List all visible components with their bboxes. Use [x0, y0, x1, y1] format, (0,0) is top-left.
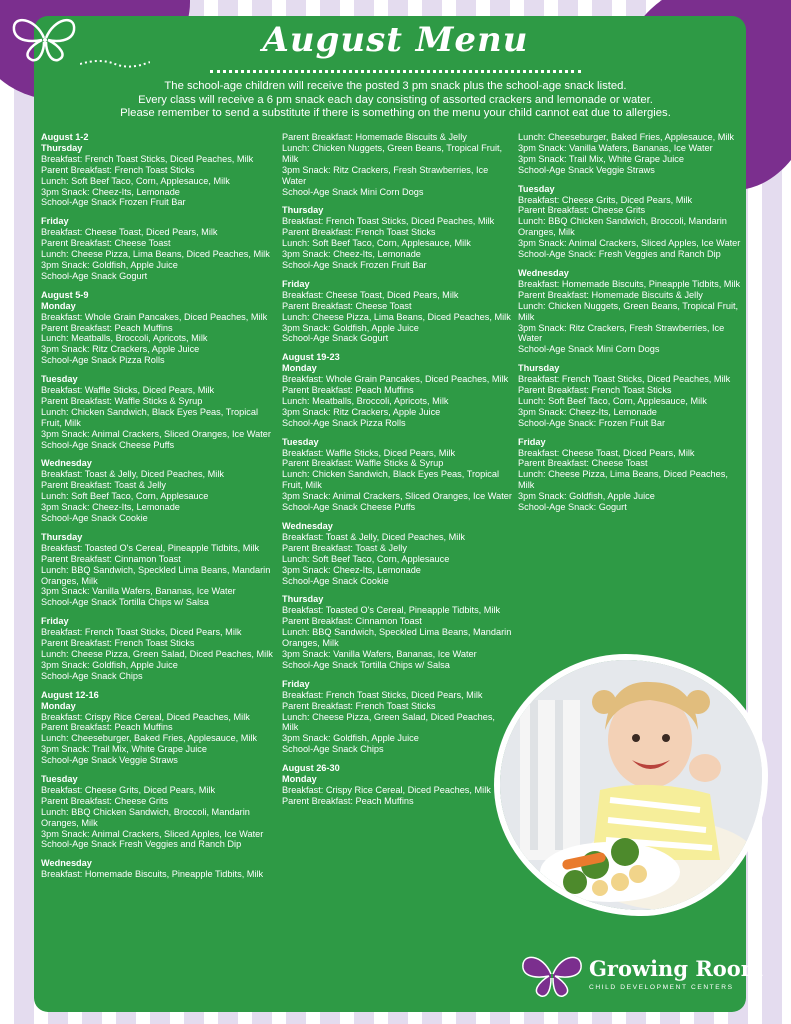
menu-day: [41, 132, 273, 208]
menu-day: [282, 594, 512, 670]
menu-item: Breakfast: Toast & Jelly, Diced Peaches, Milk: [41, 469, 224, 480]
menu-item: Lunch: Cheese Pizza, Lima Beans, Diced Peaches, Milk: [518, 469, 728, 491]
menu-item: Lunch: Cheeseburger, Baked Fries, Applesauce, Milk: [41, 733, 258, 744]
menu-item: Parent Breakfast: Peach Muffins: [282, 795, 414, 806]
menu-day-heading: Monday: [41, 300, 76, 311]
menu-item: Lunch: Chicken Sandwich, Black Eyes Peas, Tropical Fruit, Milk: [282, 469, 500, 491]
menu-item: School-Age Snack Veggie Straws: [518, 164, 655, 175]
menu-item: Parent Breakfast: Homemade Biscuits & Jelly: [282, 132, 467, 142]
menu-item: Breakfast: Cheese Grits, Diced Pears, Milk: [41, 784, 216, 795]
menu-item: Breakfast: Crispy Rice Cereal, Diced Peaches, Milk: [282, 784, 491, 795]
menu-day: [518, 132, 743, 176]
menu-item: Breakfast: French Toast Sticks, Diced Pears, Milk: [282, 689, 483, 700]
menu-item: 3pm Snack: Ritz Crackers, Apple Juice: [282, 406, 441, 417]
menu-item: Lunch: Cheese Pizza, Lima Beans, Diced Peaches, Milk: [282, 311, 511, 322]
menu-item: 3pm Snack: Animal Crackers, Sliced Oranges, Ice Water: [282, 491, 512, 502]
menu-day: [41, 774, 273, 850]
menu-item: Breakfast: Toasted O's Cereal, Pineapple Tidbits, Milk: [41, 542, 260, 553]
page-title: August Menu: [262, 20, 529, 60]
menu-item: Parent Breakfast: Homemade Biscuits & Jelly: [518, 289, 703, 300]
menu-item: School-Age Snack: Gogurt: [518, 502, 627, 513]
menu-item: School-Age Snack: Frozen Fruit Bar: [518, 417, 666, 428]
menu-item: Lunch: Cheese Pizza, Lima Beans, Diced Peaches, Milk: [41, 249, 270, 260]
menu-item: School-Age Snack Chips: [41, 670, 143, 681]
menu-column-3: [518, 132, 743, 521]
menu-item: Lunch: Cheese Pizza, Green Salad, Diced Peaches, Milk: [41, 648, 273, 659]
menu-item: Breakfast: Toasted O's Cereal, Pineapple Tidbits, Milk: [282, 605, 501, 616]
menu-day-heading: Friday: [41, 216, 69, 227]
menu-item: 3pm Snack: Goldfish, Apple Juice: [282, 733, 419, 744]
menu-item: Parent Breakfast: Cinnamon Toast: [41, 553, 181, 564]
menu-day: [282, 132, 512, 197]
menu-item: Breakfast: Cheese Toast, Diced Pears, Milk: [282, 289, 459, 300]
menu-item: 3pm Snack: Cheez-Its, Lemonade: [282, 564, 421, 575]
title-divider: [210, 70, 581, 73]
menu-day: [41, 690, 273, 766]
menu-item: Breakfast: Cheese Toast, Diced Pears, Milk: [41, 227, 218, 238]
menu-day: [41, 374, 273, 450]
menu-day-heading: Tuesday: [41, 374, 78, 385]
menu-item: Lunch: Chicken Nuggets, Green Beans, Tropical Fruit, Milk: [282, 142, 503, 164]
menu-item: 3pm Snack: Vanilla Wafers, Bananas, Ice Water: [282, 648, 477, 659]
menu-item: Parent Breakfast: Cheese Grits: [518, 205, 646, 216]
intro-line: Every class will receive a 6 pm snack each day consisting of assorted crackers and lemonade or water.: [138, 93, 653, 106]
menu-item: Parent Breakfast: Toast & Jelly: [41, 480, 166, 491]
menu-item: Parent Breakfast: Cheese Toast: [518, 458, 648, 469]
menu-item: Parent Breakfast: French Toast Sticks: [41, 638, 195, 649]
menu-item: Parent Breakfast: Waffle Sticks & Syrup: [282, 458, 444, 469]
menu-item: School-Age Snack Frozen Fruit Bar: [41, 197, 186, 208]
menu-day: [282, 679, 512, 755]
logo-tagline: CHILD DEVELOPMENT CENTERS: [589, 984, 734, 991]
menu-day-heading: Friday: [518, 436, 546, 447]
menu-item: School-Age Snack Tortilla Chips w/ Salsa: [282, 659, 450, 670]
menu-item: Parent Breakfast: French Toast Sticks: [518, 385, 672, 396]
menu-item: 3pm Snack: Trail Mix, White Grape Juice: [518, 153, 684, 164]
menu-item: 3pm Snack: Goldfish, Apple Juice: [282, 322, 419, 333]
menu-item: Lunch: BBQ Chicken Sandwich, Broccoli, Mandarin Oranges, Milk: [518, 216, 727, 238]
menu-item: Breakfast: Whole Grain Pancakes, Diced Peaches, Milk: [282, 374, 509, 385]
menu-item: Breakfast: Whole Grain Pancakes, Diced Peaches, Milk: [41, 311, 268, 322]
menu-item: School-Age Snack Frozen Fruit Bar: [282, 259, 427, 270]
menu-item: Parent Breakfast: Toast & Jelly: [282, 542, 407, 553]
menu-item: 3pm Snack: Vanilla Wafers, Bananas, Ice Water: [518, 142, 713, 153]
menu-item: Breakfast: French Toast Sticks, Diced Peaches, Milk: [282, 216, 495, 227]
growing-room-logo: [517, 950, 764, 1000]
menu-item: 3pm Snack: Animal Crackers, Sliced Apples, Ice Water: [518, 238, 741, 249]
menu-item: Parent Breakfast: Cheese Grits: [41, 795, 169, 806]
menu-item: Parent Breakfast: French Toast Sticks: [282, 227, 436, 238]
menu-day-heading: Friday: [282, 278, 310, 289]
menu-item: School-Age Snack Pizza Rolls: [282, 417, 406, 428]
menu-day: [282, 763, 512, 807]
menu-day-heading: Monday: [282, 774, 317, 785]
menu-item: Lunch: BBQ Sandwich, Speckled Lima Beans, Mandarin Oranges, Milk: [41, 564, 271, 586]
menu-item: 3pm Snack: Goldfish, Apple Juice: [41, 259, 178, 270]
child-eating-photo: [500, 660, 762, 910]
menu-day-heading: Thursday: [41, 142, 83, 153]
menu-day-heading: August 12-16: [41, 689, 99, 700]
menu-item: School-Age Snack Cheese Puffs: [41, 439, 175, 450]
menu-column-2: [282, 132, 512, 815]
menu-day: [41, 458, 273, 523]
child-photo-frame: [500, 660, 762, 910]
menu-item: Breakfast: French Toast Sticks, Diced Peaches, Milk: [41, 153, 254, 164]
menu-day-heading: Wednesday: [41, 458, 92, 469]
menu-item: Breakfast: French Toast Sticks, Diced Peaches, Milk: [518, 374, 731, 385]
menu-day: [41, 616, 273, 681]
menu-item: School-Age Snack: Fresh Veggies and Ranch Dip: [518, 249, 721, 260]
menu-item: Parent Breakfast: Peach Muffins: [41, 722, 173, 733]
menu-item: Breakfast: Cheese Grits, Diced Pears, Milk: [518, 194, 693, 205]
menu-day: [518, 363, 743, 428]
menu-day-heading: Tuesday: [41, 774, 78, 785]
menu-item: School-Age Snack Mini Corn Dogs: [282, 186, 424, 197]
menu-day: [41, 216, 273, 281]
butterfly-icon: [517, 950, 587, 1000]
menu-item: School-Age Snack Veggie Straws: [41, 755, 178, 766]
menu-day: [41, 532, 273, 608]
menu-item: Parent Breakfast: Peach Muffins: [41, 322, 173, 333]
menu-item: Breakfast: Cheese Toast, Diced Pears, Milk: [518, 447, 695, 458]
menu-day: [41, 290, 273, 366]
menu-day-heading: Thursday: [282, 594, 324, 605]
menu-day-heading: August 26-30: [282, 763, 340, 774]
menu-day-heading: Tuesday: [282, 436, 319, 447]
menu-item: Lunch: Meatballs, Broccoli, Apricots, Milk: [282, 395, 449, 406]
menu-item: 3pm Snack: Cheez-Its, Lemonade: [41, 186, 180, 197]
menu-item: 3pm Snack: Cheez-Its, Lemonade: [282, 249, 421, 260]
menu-day: [41, 858, 273, 880]
menu-item: School-Age Snack Fresh Veggies and Ranch Dip: [41, 839, 242, 850]
menu-item: Lunch: Meatballs, Broccoli, Apricots, Milk: [41, 333, 208, 344]
menu-day-heading: Friday: [282, 678, 310, 689]
menu-item: Parent Breakfast: French Toast Sticks: [282, 700, 436, 711]
menu-item: 3pm Snack: Animal Crackers, Sliced Apples, Ice Water: [41, 828, 264, 839]
menu-item: School-Age Snack Pizza Rolls: [41, 355, 165, 366]
child-illustration: [500, 660, 762, 910]
menu-item: 3pm Snack: Cheez-Its, Lemonade: [518, 406, 657, 417]
menu-item: School-Age Snack Cookie: [41, 513, 148, 523]
menu-item: Parent Breakfast: Cheese Toast: [282, 300, 412, 311]
menu-day-heading: Monday: [282, 363, 317, 374]
menu-item: Breakfast: Toast & Jelly, Diced Peaches, Milk: [282, 531, 465, 542]
menu-day-heading: August 19-23: [282, 352, 340, 363]
menu-item: Parent Breakfast: Cheese Toast: [41, 238, 171, 249]
menu-item: School-Age Snack Gogurt: [41, 270, 148, 281]
menu-day: [518, 184, 743, 260]
menu-item: 3pm Snack: Goldfish, Apple Juice: [41, 659, 178, 670]
menu-day-heading: Thursday: [282, 205, 324, 216]
menu-item: Parent Breakfast: Peach Muffins: [282, 385, 414, 396]
menu-item: Lunch: BBQ Chicken Sandwich, Broccoli, Mandarin Oranges, Milk: [41, 806, 250, 828]
menu-item: School-Age Snack Tortilla Chips w/ Salsa: [41, 597, 209, 608]
menu-day: [282, 205, 512, 270]
menu-item: School-Age Snack Chips: [282, 744, 384, 755]
menu-item: Lunch: Soft Beef Taco, Corn, Applesauce, Milk: [41, 175, 230, 186]
menu-day-heading: Thursday: [518, 363, 560, 374]
menu-day-heading: Friday: [41, 616, 69, 627]
intro-line: Please remember to send a substitute if there is something on the menu your child cannot eat due to allergies.: [120, 107, 671, 119]
menu-item: Lunch: Soft Beef Taco, Corn, Applesauce: [41, 491, 209, 502]
intro-text: [40, 80, 751, 121]
menu-item: Lunch: Soft Beef Taco, Corn, Applesauce: [282, 553, 450, 564]
menu-item: Parent Breakfast: Cinnamon Toast: [282, 616, 422, 627]
menu-item: 3pm Snack: Ritz Crackers, Apple Juice: [41, 344, 200, 355]
menu-item: Lunch: Cheeseburger, Baked Fries, Applesauce, Milk: [518, 132, 735, 142]
menu-day-heading: Thursday: [41, 531, 83, 542]
menu-item: Breakfast: Waffle Sticks, Diced Pears, Milk: [282, 447, 456, 458]
menu-item: Lunch: BBQ Sandwich, Speckled Lima Beans, Mandarin Oranges, Milk: [282, 627, 512, 649]
menu-item: School-Age Snack Cookie: [282, 575, 389, 586]
menu-item: Breakfast: Waffle Sticks, Diced Pears, Milk: [41, 385, 215, 396]
menu-item: School-Age Snack Gogurt: [282, 333, 389, 344]
menu-column-1: [41, 132, 273, 888]
menu-item: 3pm Snack: Cheez-Its, Lemonade: [41, 502, 180, 513]
menu-item: Breakfast: Crispy Rice Cereal, Diced Peaches, Milk: [41, 711, 250, 722]
menu-day-heading: Wednesday: [518, 267, 569, 278]
menu-item: Parent Breakfast: Waffle Sticks & Syrup: [41, 395, 203, 406]
menu-day: [282, 521, 512, 586]
menu-day: [518, 437, 743, 513]
menu-item: Lunch: Cheese Pizza, Green Salad, Diced Peaches, Milk: [282, 711, 495, 733]
menu-day-heading: Tuesday: [518, 183, 555, 194]
logo-name: Growing Room: [589, 956, 764, 981]
menu-item: Lunch: Chicken Nuggets, Green Beans, Tropical Fruit, Milk: [518, 300, 739, 322]
menu-day-heading: Monday: [41, 700, 76, 711]
menu-item: Lunch: Soft Beef Taco, Corn, Applesauce, Milk: [518, 395, 707, 406]
menu-item: 3pm Snack: Ritz Crackers, Fresh Strawberries, Ice Water: [282, 164, 489, 186]
menu-day-heading: Wednesday: [41, 858, 92, 869]
menu-day: [282, 352, 512, 428]
menu-day-heading: Wednesday: [282, 521, 333, 531]
menu-item: 3pm Snack: Animal Crackers, Sliced Oranges, Ice Water: [41, 428, 271, 439]
menu-item: Breakfast: French Toast Sticks, Diced Pears, Milk: [41, 627, 242, 638]
menu-item: Breakfast: Homemade Biscuits, Pineapple Tidbits, Milk: [41, 869, 264, 880]
menu-item: Breakfast: Homemade Biscuits, Pineapple Tidbits, Milk: [518, 278, 741, 289]
menu-day: [282, 437, 512, 513]
menu-item: 3pm Snack: Vanilla Wafers, Bananas, Ice Water: [41, 586, 236, 597]
menu-item: 3pm Snack: Goldfish, Apple Juice: [518, 491, 655, 502]
menu-item: Parent Breakfast: French Toast Sticks: [41, 164, 195, 175]
menu-item: 3pm Snack: Ritz Crackers, Fresh Strawberries, Ice Water: [518, 322, 725, 344]
menu-day: [518, 268, 743, 355]
menu-day: [282, 279, 512, 344]
menu-day-heading: August 1-2: [41, 132, 89, 142]
menu-item: School-Age Snack Cheese Puffs: [282, 502, 416, 513]
menu-day-heading: August 5-9: [41, 289, 89, 300]
menu-item: School-Age Snack Mini Corn Dogs: [518, 344, 660, 355]
menu-item: 3pm Snack: Trail Mix, White Grape Juice: [41, 744, 207, 755]
menu-item: Lunch: Soft Beef Taco, Corn, Applesauce, Milk: [282, 238, 471, 249]
menu-item: Lunch: Chicken Sandwich, Black Eyes Peas, Tropical Fruit, Milk: [41, 406, 259, 428]
intro-line: The school-age children will receive the posted 3 pm snack plus the school-age snack listed.: [164, 80, 627, 92]
